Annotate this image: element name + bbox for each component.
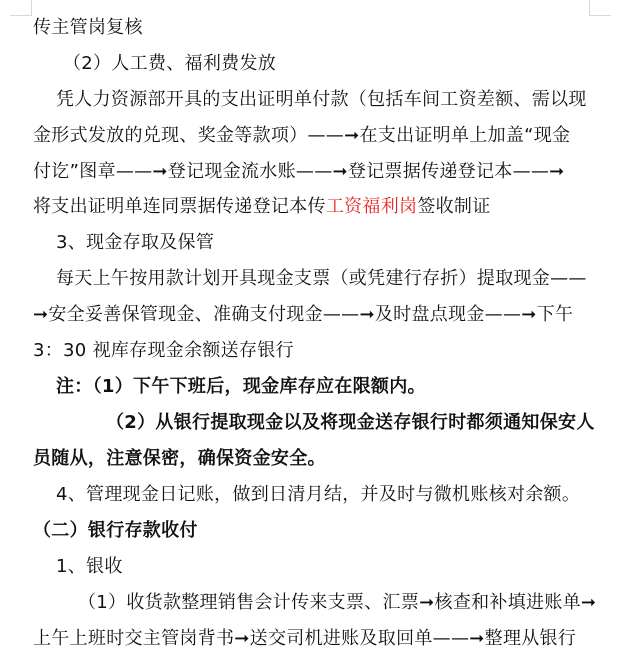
line-text: 签收制证 bbox=[417, 196, 491, 217]
heading-bank-receipts: 1、银收 bbox=[56, 556, 123, 577]
page-margin-mark-right bbox=[589, 0, 611, 16]
paragraph-line: ➞安全妥善保管现金、准确支付现金——➞及时盘点现金——➞下午 bbox=[33, 304, 574, 325]
note-line-2: （2）从银行提取现金以及将现金送存银行时都须通知保安人 bbox=[106, 412, 595, 433]
paragraph-line: 3：30 视库存现金余额送存银行 bbox=[33, 340, 294, 361]
heading-cash-journal: 4、管理现金日记账，做到日清月结，并及时与微机账核对余额。 bbox=[56, 484, 581, 505]
paragraph-line bbox=[33, 189, 491, 225]
paragraph-line: 每天上午按用款计划开具现金支票（或凭建行存折）提取现金—— bbox=[56, 268, 587, 289]
paragraph-line: 上午上班时交主管岗背书➞送交司机进账及取回单——➞整理从银行 bbox=[33, 628, 577, 649]
note-line-1: 注：（1）下午下班后，现金库存应在限额内。 bbox=[56, 376, 426, 397]
paragraph-line: 付讫”图章——➞登记现金流水账——➞登记票据传递登记本——➞ bbox=[33, 161, 565, 182]
heading-cash-storage: 3、现金存取及保管 bbox=[56, 232, 215, 253]
highlighted-role-text: 工资福利岗 bbox=[325, 196, 418, 217]
note-line-2-cont: 员随从，注意保密，确保资金安全。 bbox=[33, 448, 326, 469]
line-text: 将支出证明单连同票据传递登记本传 bbox=[33, 196, 326, 217]
subheading-labor-welfare: （2）人工费、福利费发放 bbox=[63, 53, 277, 74]
paragraph-line: 金形式发放的兑现、奖金等款项）——➞在支出证明单上加盖“现金 bbox=[33, 125, 571, 146]
page-margin-mark-left bbox=[10, 0, 32, 16]
section-heading-bank-deposits: （二）银行存款收付 bbox=[33, 520, 198, 541]
paragraph-line: 传主管岗复核 bbox=[33, 17, 143, 38]
paragraph-line: （1）收货款整理销售会计传来支票、汇票➞核查和补填进账单➞ bbox=[78, 592, 597, 613]
paragraph-line: 凭人力资源部开具的支出证明单付款（包括车间工资差额、需以现 bbox=[56, 89, 587, 110]
